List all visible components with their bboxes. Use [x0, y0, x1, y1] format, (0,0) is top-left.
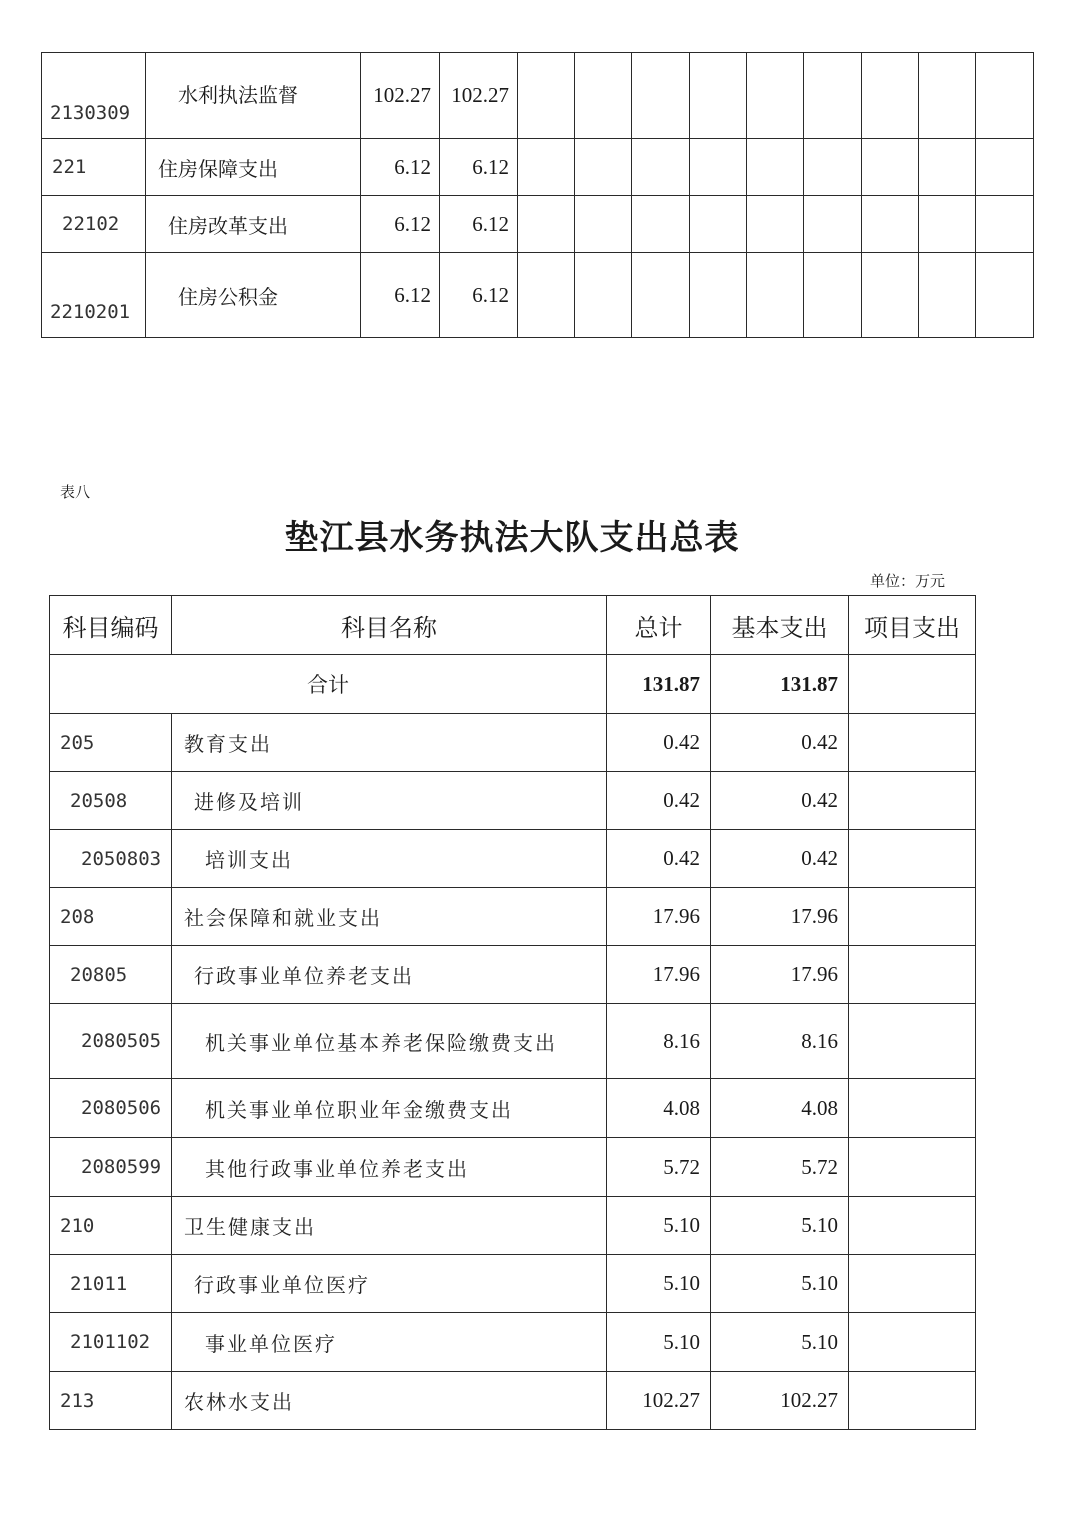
basic-cell: 102.27: [711, 1372, 849, 1430]
empty-cell: [976, 196, 1034, 253]
name-cell: 事业单位医疗: [172, 1313, 607, 1372]
name-cell: 卫生健康支出: [172, 1197, 607, 1255]
project-cell: [849, 888, 976, 946]
header-code: 科目编码: [50, 596, 172, 655]
code-cell: 213: [50, 1372, 172, 1430]
name-cell: 行政事业单位医疗: [172, 1255, 607, 1313]
code-cell: 210: [50, 1197, 172, 1255]
total-cell: 102.27: [361, 53, 440, 139]
header-total: 总计: [607, 596, 711, 655]
empty-cell: [747, 139, 804, 196]
total-cell: 6.12: [361, 196, 440, 253]
table-row: [42, 53, 1034, 139]
empty-cell: [919, 53, 976, 139]
project-cell: [849, 1255, 976, 1313]
basic-cell: 17.96: [711, 946, 849, 1004]
name-cell: 住房改革支出: [146, 196, 361, 253]
code-cell: 2080505: [50, 1004, 172, 1079]
table-row: [50, 830, 976, 888]
total-cell: 17.96: [607, 888, 711, 946]
total-cell: 6.12: [361, 139, 440, 196]
project-cell: [849, 830, 976, 888]
table-row: [50, 946, 976, 1004]
empty-cell: [747, 53, 804, 139]
basic-cell: 5.72: [711, 1138, 849, 1197]
basic-cell: 17.96: [711, 888, 849, 946]
empty-cell: [804, 53, 862, 139]
project-cell: [849, 714, 976, 772]
total-label: 合计: [50, 655, 607, 714]
basic-cell: 102.27: [440, 53, 518, 139]
empty-cell: [632, 139, 690, 196]
code-cell: 2050803: [50, 830, 172, 888]
name-cell: 住房保障支出: [146, 139, 361, 196]
empty-cell: [976, 53, 1034, 139]
name-cell: 进修及培训: [172, 772, 607, 830]
empty-cell: [632, 53, 690, 139]
table-row: [50, 1004, 976, 1079]
code-cell: 2080599: [50, 1138, 172, 1197]
table-header-row: [50, 596, 976, 655]
empty-cell: [518, 53, 575, 139]
table-row: [50, 1079, 976, 1138]
header-name: 科目名称: [172, 596, 607, 655]
project-cell: [849, 1313, 976, 1372]
page-title: 垫江县水务执法大队支出总表: [284, 518, 740, 558]
total-cell: 6.12: [361, 253, 440, 338]
code-cell: 21011: [50, 1255, 172, 1313]
basic-cell: 6.12: [440, 196, 518, 253]
table-row: [42, 196, 1034, 253]
expenditure-table: [49, 595, 976, 1430]
table-row: [42, 139, 1034, 196]
empty-cell: [575, 53, 632, 139]
empty-cell: [690, 139, 747, 196]
table-number: 表八: [60, 483, 91, 501]
table-row: [42, 253, 1034, 338]
total-cell: 5.72: [607, 1138, 711, 1197]
project-cell: [849, 1138, 976, 1197]
empty-cell: [976, 139, 1034, 196]
empty-cell: [919, 196, 976, 253]
project-cell: [849, 1004, 976, 1079]
continuation-table: [41, 52, 1034, 338]
basic-cell: 5.10: [711, 1197, 849, 1255]
total-cell: 0.42: [607, 714, 711, 772]
header-project: 项目支出: [849, 596, 976, 655]
unit-label: 单位：万元: [870, 572, 946, 590]
name-cell: 农林水支出: [172, 1372, 607, 1430]
total-cell: 17.96: [607, 946, 711, 1004]
table-row: [50, 1372, 976, 1430]
total-cell: 5.10: [607, 1313, 711, 1372]
total-cell: 131.87: [607, 655, 711, 714]
basic-cell: 6.12: [440, 253, 518, 338]
code-cell: 20805: [50, 946, 172, 1004]
basic-cell: 0.42: [711, 714, 849, 772]
total-cell: 0.42: [607, 772, 711, 830]
empty-cell: [518, 139, 575, 196]
name-cell: 水利执法监督: [146, 53, 361, 139]
code-cell: 22102: [42, 196, 146, 253]
name-cell: 社会保障和就业支出: [172, 888, 607, 946]
basic-cell: 4.08: [711, 1079, 849, 1138]
total-cell: 0.42: [607, 830, 711, 888]
empty-cell: [518, 253, 575, 338]
table-row: [50, 1138, 976, 1197]
empty-cell: [518, 196, 575, 253]
empty-cell: [690, 53, 747, 139]
project-cell: [849, 946, 976, 1004]
empty-cell: [575, 139, 632, 196]
code-cell: 2210201: [42, 253, 146, 338]
empty-cell: [804, 139, 862, 196]
empty-cell: [804, 253, 862, 338]
empty-cell: [632, 196, 690, 253]
empty-cell: [747, 196, 804, 253]
empty-cell: [804, 196, 862, 253]
empty-cell: [862, 196, 919, 253]
total-cell: 4.08: [607, 1079, 711, 1138]
project-cell: [849, 1372, 976, 1430]
total-cell: 8.16: [607, 1004, 711, 1079]
name-cell: 机关事业单位基本养老保险缴费支出: [172, 1004, 607, 1079]
table-row: [50, 1197, 976, 1255]
header-basic: 基本支出: [711, 596, 849, 655]
empty-cell: [862, 53, 919, 139]
code-cell: 205: [50, 714, 172, 772]
empty-cell: [575, 253, 632, 338]
empty-cell: [575, 196, 632, 253]
empty-cell: [919, 139, 976, 196]
table-row: [50, 888, 976, 946]
code-cell: 2101102: [50, 1313, 172, 1372]
empty-cell: [862, 253, 919, 338]
table-row: [50, 714, 976, 772]
name-cell: 培训支出: [172, 830, 607, 888]
code-cell: 2080506: [50, 1079, 172, 1138]
empty-cell: [976, 253, 1034, 338]
project-cell: [849, 655, 976, 714]
basic-cell: 0.42: [711, 772, 849, 830]
table-row: [50, 1255, 976, 1313]
empty-cell: [632, 253, 690, 338]
name-cell: 住房公积金: [146, 253, 361, 338]
code-cell: 2130309: [42, 53, 146, 139]
table-row: [50, 772, 976, 830]
basic-cell: 5.10: [711, 1255, 849, 1313]
basic-cell: 8.16: [711, 1004, 849, 1079]
code-cell: 208: [50, 888, 172, 946]
basic-cell: 5.10: [711, 1313, 849, 1372]
total-cell: 5.10: [607, 1197, 711, 1255]
empty-cell: [690, 196, 747, 253]
table-row: [50, 1313, 976, 1372]
empty-cell: [690, 253, 747, 338]
total-row: [50, 655, 976, 714]
code-cell: 20508: [50, 772, 172, 830]
empty-cell: [919, 253, 976, 338]
project-cell: [849, 772, 976, 830]
basic-cell: 131.87: [711, 655, 849, 714]
basic-cell: 6.12: [440, 139, 518, 196]
name-cell: 其他行政事业单位养老支出: [172, 1138, 607, 1197]
name-cell: 机关事业单位职业年金缴费支出: [172, 1079, 607, 1138]
total-cell: 102.27: [607, 1372, 711, 1430]
basic-cell: 0.42: [711, 830, 849, 888]
name-cell: 行政事业单位养老支出: [172, 946, 607, 1004]
project-cell: [849, 1079, 976, 1138]
total-cell: 5.10: [607, 1255, 711, 1313]
empty-cell: [747, 253, 804, 338]
project-cell: [849, 1197, 976, 1255]
empty-cell: [862, 139, 919, 196]
name-cell: 教育支出: [172, 714, 607, 772]
code-cell: 221: [42, 139, 146, 196]
